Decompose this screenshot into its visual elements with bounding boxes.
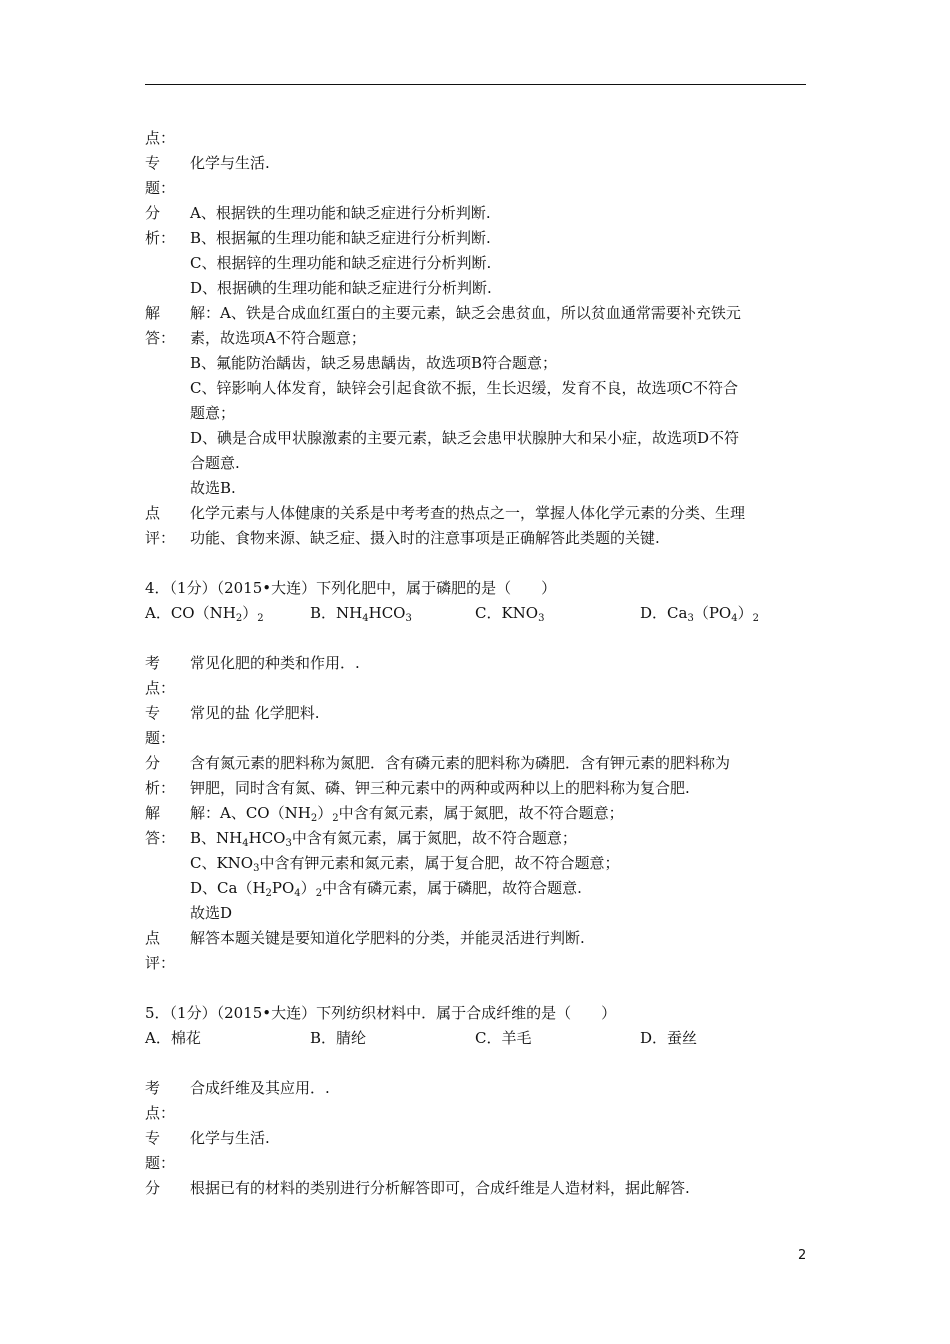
jieda-line: 故选B. — [190, 479, 236, 497]
label-fenxi: 分 — [145, 204, 161, 222]
label-kaodian: 点： — [145, 679, 176, 697]
dianping-text: 解答本题关键是要知道化学肥料的分类，并能灵活进行判断. — [190, 929, 585, 947]
label-dianping: 点 — [145, 929, 161, 947]
fenxi-line: A、根据铁的生理功能和缺乏症进行分析判断. — [190, 204, 491, 222]
header-rule — [145, 84, 806, 85]
q4-option-a: A．$CO(NH_2)_2$ — [145, 604, 264, 624]
label-zhuanti: 专 — [145, 1129, 161, 1147]
jieda-line: B、氟能防治龋齿，缺乏易患龋齿，故选项B符合题意； — [190, 354, 558, 372]
q5-option-c: C．羊毛 — [475, 1029, 532, 1047]
label-fenxi: 分 — [145, 754, 161, 772]
dianping-line: 化学元素与人体健康的关系是中考考查的热点之一，掌握人体化学元素的分类、生理 — [190, 504, 746, 522]
label-jieda: 解 — [145, 804, 161, 822]
q4-option-b: B．$NH_4HCO_3$ — [310, 604, 412, 624]
page-number: 2 — [798, 1248, 807, 1263]
label-kaodian: 考 — [145, 654, 161, 672]
label-jieda: 答： — [145, 829, 176, 847]
label-jieda: 解 — [145, 304, 161, 322]
q4-option-d: D．$Ca_3(PO_4)_2$ — [640, 604, 759, 624]
kaodian-text: 合成纤维及其应用．. — [190, 1079, 330, 1097]
fenxi-line: D、根据碘的生理功能和缺乏症进行分析判断. — [190, 279, 492, 297]
label-fenxi: 析： — [145, 779, 176, 797]
dianping-line: 功能、食物来源、缺乏症、摄入时的注意事项是正确解答此类题的关键. — [190, 529, 660, 547]
zhuanti-text: 化学与生活. — [190, 154, 270, 172]
label-fenxi: 析： — [145, 229, 176, 247]
q4-option-c: C．$KNO_3$ — [475, 604, 545, 624]
kaodian-text: 常见化肥的种类和作用．. — [190, 654, 360, 672]
q5-option-d: D．蚕丝 — [640, 1029, 698, 1047]
jieda-line: 解：A、铁是合成血红蛋白的主要元素，缺乏会患贫血，所以贫血通常需要补充铁元 — [190, 304, 741, 322]
jieda-line: D、$Ca(H_2PO_4)_2$中含有磷元素，属于磷肥，故符合题意. — [190, 879, 582, 899]
jieda-line: B、$NH_4HCO_3$中含有氮元素，属于氮肥，故不符合题意； — [190, 829, 577, 849]
question-5-stem: 5．（1分）（2015•大连）下列纺织材料中．属于合成纤维的是（ ） — [145, 1004, 617, 1022]
label-kaodian-tail: 点： — [145, 129, 176, 147]
jieda-line: 故选D — [190, 904, 233, 922]
label-dianping: 评： — [145, 954, 176, 972]
fenxi-line: B、根据氟的生理功能和缺乏症进行分析判断. — [190, 229, 491, 247]
jieda-line: 解：A、$CO(NH_2)_2$中含有氮元素，属于氮肥，故不符合题意； — [190, 804, 624, 824]
fenxi-text: 根据已有的材料的类别进行分析解答即可，合成纤维是人造材料，据此解答. — [190, 1179, 690, 1197]
label-kaodian: 考 — [145, 1079, 161, 1097]
jieda-line: 合题意. — [190, 454, 240, 472]
jieda-line: C、锌影响人体发育，缺锌会引起食欲不振，生长迟缓，发育不良，故选项C不符合 — [190, 379, 738, 397]
zhuanti-text: 化学与生活. — [190, 1129, 270, 1147]
label-kaodian: 点： — [145, 1104, 176, 1122]
label-fenxi: 分 — [145, 1179, 161, 1197]
zhuanti-text: 常见的盐 化学肥料. — [190, 704, 320, 722]
jieda-line: D、碘是合成甲状腺激素的主要元素，缺乏会患甲状腺肿大和呆小症，故选项D不符 — [190, 429, 740, 447]
label-zhuanti: 题： — [145, 729, 176, 747]
fenxi-line: 含有氮元素的肥料称为氮肥．含有磷元素的肥料称为磷肥．含有钾元素的肥料称为 — [190, 754, 731, 772]
q5-option-a: A．棉花 — [145, 1029, 201, 1047]
jieda-line: C、$KNO_3$中含有钾元素和氮元素，属于复合肥，故不符合题意； — [190, 854, 620, 874]
label-zhuanti: 专 — [145, 704, 161, 722]
label-zhuanti: 题： — [145, 179, 176, 197]
q5-option-b: B．腈纶 — [310, 1029, 367, 1047]
jieda-line: 素，故选项A不符合题意； — [190, 329, 366, 347]
label-jieda: 答： — [145, 329, 176, 347]
label-zhuanti: 题： — [145, 1154, 176, 1172]
fenxi-line: C、根据锌的生理功能和缺乏症进行分析判断. — [190, 254, 492, 272]
question-4-stem: 4．（1分）（2015•大连）下列化肥中，属于磷肥的是（ ） — [145, 579, 557, 597]
label-dianping: 点 — [145, 504, 161, 522]
label-dianping: 评： — [145, 529, 176, 547]
jieda-line: 题意； — [190, 404, 236, 422]
label-zhuanti: 专 — [145, 154, 161, 172]
fenxi-line: 钾肥，同时含有氮、磷、钾三种元素中的两种或两种以上的肥料称为复合肥. — [190, 779, 690, 797]
